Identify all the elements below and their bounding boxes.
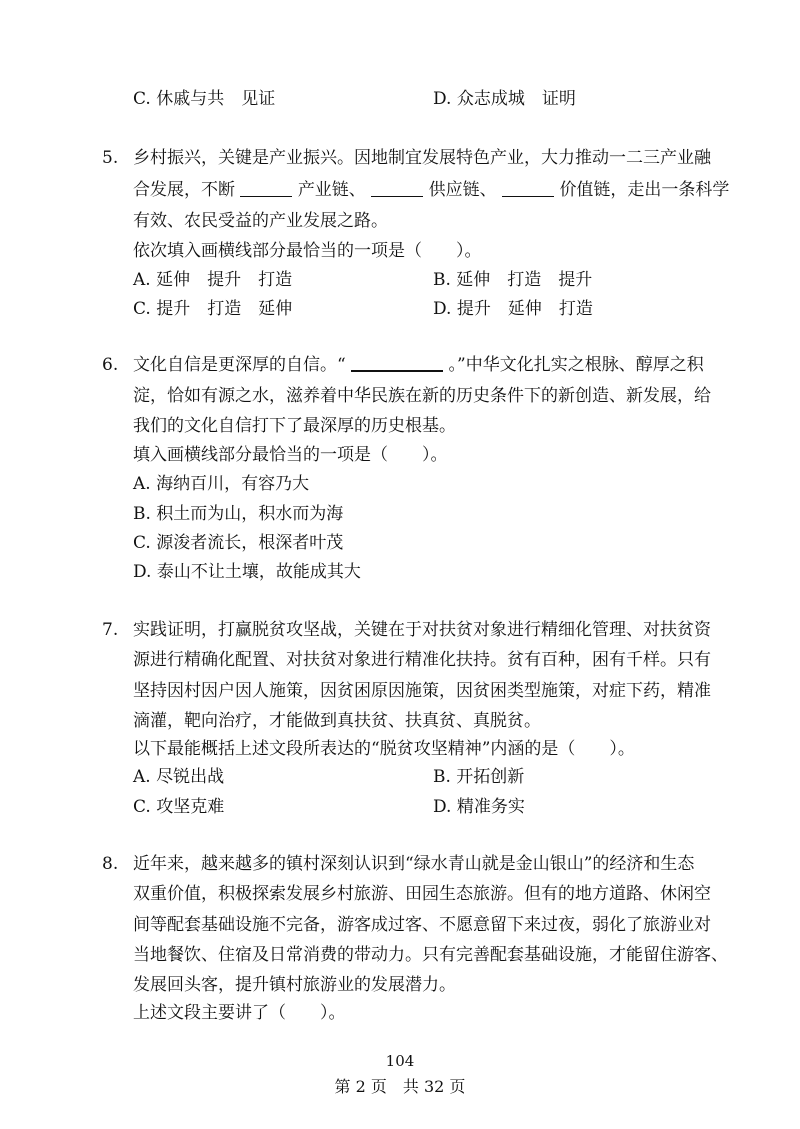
fill-blank [351, 354, 443, 372]
question-stem-line: 间等配套基础设施不完备，游客成过客、不愿意留下来过夜，弱化了旅游业对 [133, 915, 711, 935]
question-stem-line: 有效、农民受益的产业发展之路。 [133, 211, 388, 231]
question-number: 7. [102, 620, 119, 640]
stem-text: 。”中华文化扎实之根脉、醇厚之积 [448, 355, 704, 375]
option-d: D. 泰山不让土壤，故能成其大 [133, 562, 361, 582]
option-b: B. 积土而为山，积水而为海 [133, 504, 344, 524]
stem-text: 文化自信是更深厚的自信。“ [133, 355, 346, 375]
option-a: A. 延伸 提升 打造 [133, 270, 293, 290]
question-number: 6. [102, 355, 119, 375]
question-stem-line: 发展回头客，提升镇村旅游业的发展潜力。 [133, 975, 456, 995]
question-stem-line: 我们的文化自信打下了最深厚的历史根基。 [133, 416, 456, 436]
option-a: A. 海纳百川，有容乃大 [133, 474, 310, 494]
q4-option-d: D. 众志成城 证明 [433, 89, 576, 109]
option-c: C. 源浚者流长，根深者叶茂 [133, 533, 344, 553]
question-stem-line: 近年来，越来越多的镇村深刻认识到“绿水青山就是金山银山”的经济和生态 [133, 854, 695, 874]
fill-blank-1 [240, 180, 292, 197]
question-stem-line: 坚持因村因户因人施策，因贫困原因施策，因贫困类型施策，对症下药，精准 [133, 681, 711, 701]
option-b: B. 开拓创新 [433, 767, 525, 787]
option-d: D. 提升 延伸 打造 [433, 299, 593, 319]
option-b: B. 延伸 打造 提升 [433, 270, 593, 290]
stem-text: 合发展，不断 [133, 180, 235, 200]
page-number: 104 [385, 1052, 415, 1070]
question-stem-line [133, 179, 729, 201]
question-number: 5. [102, 148, 119, 168]
fill-blank-3 [502, 180, 554, 197]
q4-option-c: C. 休戚与共 见证 [133, 89, 276, 109]
question-prompt: 依次填入画横线部分最恰当的一项是（ ）。 [133, 241, 482, 261]
option-c: C. 提升 打造 延伸 [133, 299, 293, 319]
page-footer-label: 第 2 页 共 32 页 [334, 1077, 466, 1096]
stem-text: 价值链，走出一条科学 [559, 180, 730, 200]
question-prompt: 上述文段主要讲了（ ）。 [133, 1003, 346, 1023]
stem-text: 供应链、 [428, 180, 497, 200]
question-prompt: 以下最能概括上述文段所表达的“脱贫攻坚精神”内涵的是（ ）。 [133, 739, 635, 759]
question-stem-line [133, 354, 704, 376]
stem-text: 产业链、 [297, 180, 366, 200]
question-stem-line: 双重价值，积极探索发展乡村旅游、田园生态旅游。但有的地方道路、休闲空 [133, 884, 711, 904]
fill-blank-2 [371, 180, 423, 197]
question-stem-line: 乡村振兴，关键是产业振兴。因地制宜发展特色产业，大力推动一二三产业融 [133, 148, 711, 168]
question-stem-line: 当地餐饮、住宿及日常消费的带动力。只有完善配套基础设施，才能留住游客、 [133, 945, 728, 965]
question-number: 8. [102, 854, 119, 874]
question-stem-line: 实践证明，打赢脱贫攻坚战，关键在于对扶贫对象进行精细化管理、对扶贫资 [133, 620, 711, 640]
question-stem-line: 滴灌，靶向治疗，才能做到真扶贫、扶真贫、真脱贫。 [133, 711, 541, 731]
option-d: D. 精准务实 [433, 797, 525, 817]
question-stem-line: 源进行精确化配置、对扶贫对象进行精准化扶持。贫有百种，困有千样。只有 [133, 650, 711, 670]
option-c: C. 攻坚克难 [133, 797, 225, 817]
question-prompt: 填入画横线部分最恰当的一项是（ ）。 [133, 445, 448, 465]
question-stem-line: 淀，恰如有源之水，滋养着中华民族在新的历史条件下的新创造、新发展，给 [133, 386, 711, 406]
option-a: A. 尽锐出战 [133, 767, 225, 787]
